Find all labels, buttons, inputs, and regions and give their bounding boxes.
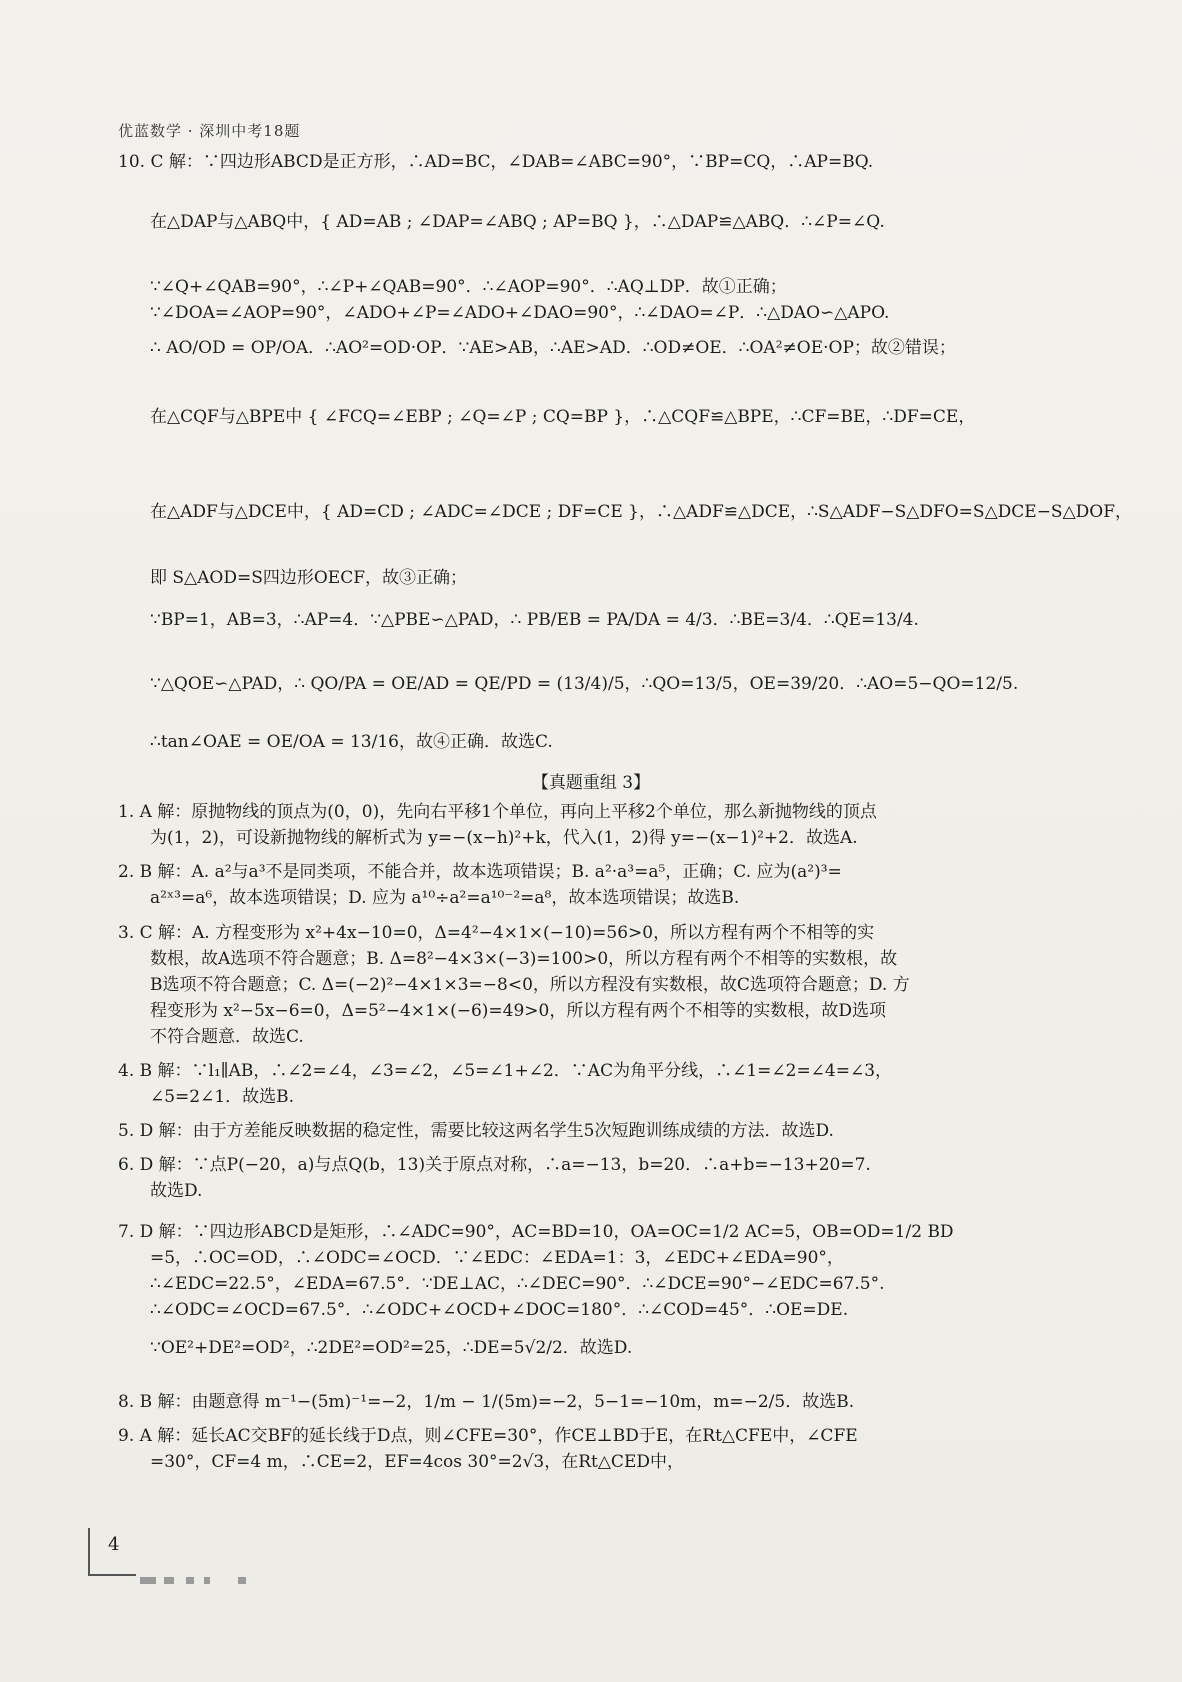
- page-number-box: [88, 1528, 136, 1576]
- text-line: 2. B 解：A. a²与a³不是同类项，不能合并，故本选项错误；B. a²·a³=a⁵，正确；C. 应为(a²)³=: [118, 862, 842, 882]
- text-line: ∵△QOE∽△PAD，∴ QO/PA = OE/AD = QE/PD = (13/4)/5，∴QO=13/5，OE=39/20．∴AO=5−QO=12/5.: [150, 674, 1019, 694]
- text-line: 5. D 解：由于方差能反映数据的稳定性，需要比较这两名学生5次短跑训练成绩的方法．故选D.: [118, 1121, 834, 1141]
- text-line: ∴ AO/OD = OP/OA．∴AO²=OD·OP．∵AE>AB，∴AE>AD．∴OD≠OE．∴OA²≠OE·OP；故②错误；: [150, 338, 956, 358]
- text-line: 为(1，2)，可设新抛物线的解析式为 y=−(x−h)²+k，代入(1，2)得 y=−(x−1)²+2．故选A.: [150, 828, 858, 848]
- page-number: 4: [108, 1534, 120, 1555]
- text-line: ∴tan∠OAE = OE/OA = 13/16，故④正确．故选C.: [150, 732, 553, 752]
- text-line: 故选D.: [150, 1181, 203, 1201]
- page-header: 优蓝数学 · 深圳中考18题: [118, 122, 301, 140]
- text-line: B选项不符合题意；C. Δ=(−2)²−4×1×3=−8<0，所以方程没有实数根，故C选项符合题意；D. 方: [150, 975, 910, 995]
- text-line: =5，∴OC=OD，∴∠ODC=∠OCD．∵∠EDC：∠EDA=1：3，∠EDC+∠EDA=90°，: [150, 1248, 844, 1268]
- text-line: 即 S△AOD=S四边形OECF，故③正确；: [150, 568, 468, 588]
- text-line: 10. C 解：∵四边形ABCD是正方形，∴AD=BC，∠DAB=∠ABC=90°，∵BP=CQ，∴AP=BQ.: [118, 152, 874, 172]
- text-line: 不符合题意．故选C.: [150, 1027, 304, 1047]
- text-line: ∠5=2∠1．故选B.: [150, 1087, 295, 1107]
- text-line: =30°，CF=4 m，∴CE=2，EF=4cos 30°=2√3，在Rt△CED中，: [150, 1452, 684, 1472]
- text-line: 9. A 解：延长AC交BF的延长线于D点，则∠CFE=30°，作CE⊥BD于E，在Rt△CFE中，∠CFE: [118, 1426, 858, 1446]
- text-line: 6. D 解：∵点P(−20，a)与点Q(b，13)关于原点对称，∴a=−13，b=20．∴a+b=−13+20=7.: [118, 1155, 871, 1175]
- section-title: 【真题重组 3】: [531, 773, 651, 793]
- text-line: 7. D 解：∵四边形ABCD是矩形，∴∠ADC=90°，AC=BD=10，OA=OC=1/2 AC=5，OB=OD=1/2 BD: [118, 1222, 954, 1242]
- text-line: ∵OE²+DE²=OD²，∴2DE²=OD²=25，∴DE=5√2/2．故选D.: [150, 1338, 633, 1358]
- text-line: 在△CQF与△BPE中 { ∠FCQ=∠EBP ; ∠Q=∠P ; CQ=BP }，∴△CQF≌△BPE，∴CF=BE，∴DF=CE，: [150, 407, 976, 427]
- text-line: a²ˣ³=a⁶，故本选项错误；D. 应为 a¹⁰÷a²=a¹⁰⁻²=a⁸，故本选项错误；故选B.: [150, 888, 740, 908]
- text-line: 在△DAP与△ABQ中，{ AD=AB ; ∠DAP=∠ABQ ; AP=BQ }，∴△DAP≌△ABQ．∴∠P=∠Q.: [150, 212, 885, 232]
- text-line: ∵BP=1，AB=3，∴AP=4．∵△PBE∽△PAD，∴ PB/EB = PA/DA = 4/3．∴BE=3/4．∴QE=13/4.: [150, 610, 919, 630]
- text-line: 4. B 解：∵l₁∥AB，∴∠2=∠4，∠3=∠2，∠5=∠1+∠2．∵AC为角平分线，∴∠1=∠2=∠4=∠3，: [118, 1061, 893, 1081]
- text-line: ∴∠ODC=∠OCD=67.5°．∴∠ODC+∠OCD+∠DOC=180°．∴∠COD=45°．∴OE=DE.: [150, 1300, 849, 1320]
- decor-square: [140, 1577, 156, 1584]
- decor-square: [238, 1577, 246, 1584]
- text-line: ∵∠Q+∠QAB=90°，∴∠P+∠QAB=90°．∴∠AOP=90°．∴AQ⊥DP．故①正确；: [150, 277, 787, 297]
- text-line: ∵∠DOA=∠AOP=90°，∠ADO+∠P=∠ADO+∠DAO=90°，∴∠DAO=∠P．∴△DAO∽△APO.: [150, 303, 890, 323]
- text-line: ∴∠EDC=22.5°，∠EDA=67.5°．∵DE⊥AC，∴∠DEC=90°．∴∠DCE=90°−∠EDC=67.5°.: [150, 1274, 885, 1294]
- text-line: 3. C 解：A. 方程变形为 x²+4x−10=0，Δ=4²−4×1×(−10)=56>0，所以方程有两个不相等的实: [118, 923, 875, 943]
- text-line: 在△ADF与△DCE中，{ AD=CD ; ∠ADC=∠DCE ; DF=CE }，∴△ADF≌△DCE，∴S△ADF−S△DFO=S△DCE−S△DOF，: [150, 502, 1133, 522]
- text-line: 8. B 解：由题意得 m⁻¹−(5m)⁻¹=−2，1/m − 1/(5m)=−2，5−1=−10m，m=−2/5．故选B.: [118, 1392, 855, 1412]
- decor-square: [186, 1577, 194, 1584]
- decor-square: [204, 1577, 210, 1584]
- text-line: 数根，故A选项不符合题意；B. Δ=8²−4×3×(−3)=100>0，所以方程有两个不相等的实数根，故: [150, 949, 898, 969]
- text-line: 程变形为 x²−5x−6=0，Δ=5²−4×1×(−6)=49>0，所以方程有两个不相等的实数根，故D选项: [150, 1001, 886, 1021]
- decor-square: [164, 1577, 174, 1584]
- text-line: 1. A 解：原抛物线的顶点为(0，0)，先向右平移1个单位，再向上平移2个单位，那么新抛物线的顶点: [118, 802, 877, 822]
